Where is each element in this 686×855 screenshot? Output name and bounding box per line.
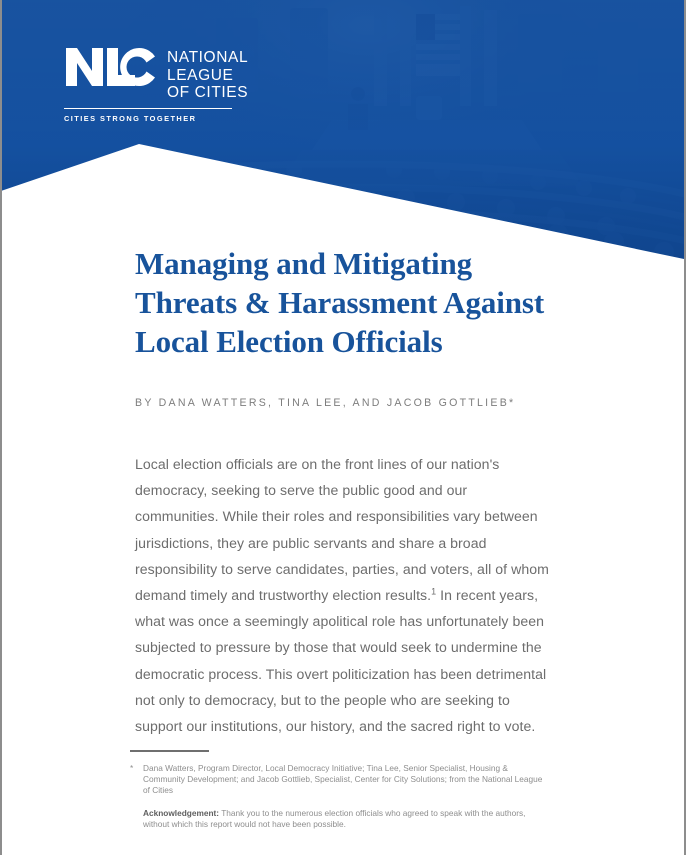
author-footnote-text: Dana Watters, Program Director, Local Democracy Initiative; Tina Lee, Senior Specialist, Housing & Community Development; and Jacob Gottlieb, Specialist, Center for City Solutions; from the National League of Cities: [143, 762, 543, 796]
logo-divider: [64, 108, 232, 109]
title-line-2: Threats & Harassment Against: [135, 285, 545, 320]
acknowledgement-label: Acknowledgement:: [143, 807, 220, 818]
page-title: [135, 244, 553, 361]
intro-paragraph-part-2: In recent years, what was once a seemingly apolitical role has unfortunately been subjected to pressure by those that would seek to undermine the democratic process. This overt politicization has been detrimental not only to democracy, but to the people who are seeking to support our institutions, our history, and the sacred right to vote.: [135, 587, 547, 735]
byline: BY DANA WATTERS, TINA LEE, AND JACOB GOTTLIEB*: [135, 397, 516, 409]
content-area: [135, 244, 553, 739]
acknowledgement-note: [143, 808, 550, 831]
header-banner: [2, 0, 686, 262]
footnote-separator-rule: [130, 750, 209, 752]
nlc-wordmark: [167, 49, 248, 102]
footnote-section: [130, 750, 550, 831]
logo-tagline: CITIES STRONG TOGETHER: [64, 113, 197, 123]
acknowledgement-text: Thank you to the numerous election officials who agreed to speak with the authors, without which this report would not have been possible.: [143, 807, 526, 830]
title-line-3: Local Election Officials: [135, 324, 443, 359]
footnote-reference-1[interactable]: 1: [431, 586, 437, 597]
nlc-logo: [64, 46, 294, 123]
nlc-logomark-icon: [64, 46, 156, 88]
title-line-1: Managing and Mitigating: [135, 246, 473, 281]
wordmark-line-1: NATIONAL: [167, 49, 249, 66]
footnote-asterisk-marker: *: [130, 762, 134, 773]
diagonal-wedge: [2, 100, 686, 262]
wordmark-line-3: OF CITIES: [167, 84, 249, 101]
wordmark-line-2: LEAGUE: [167, 66, 234, 84]
intro-paragraph: [135, 409, 550, 739]
intro-paragraph-part-1: Local election officials are on the front lines of our nation's democracy, seeking to serve the public good and our communities. While their roles and responsibilities vary between jurisdictions, they are public servants and share a broad responsibility to serve candidates, parties, and voters, all of whom demand timely and trustworthy election results.: [135, 456, 549, 604]
author-footnote: [130, 763, 550, 797]
